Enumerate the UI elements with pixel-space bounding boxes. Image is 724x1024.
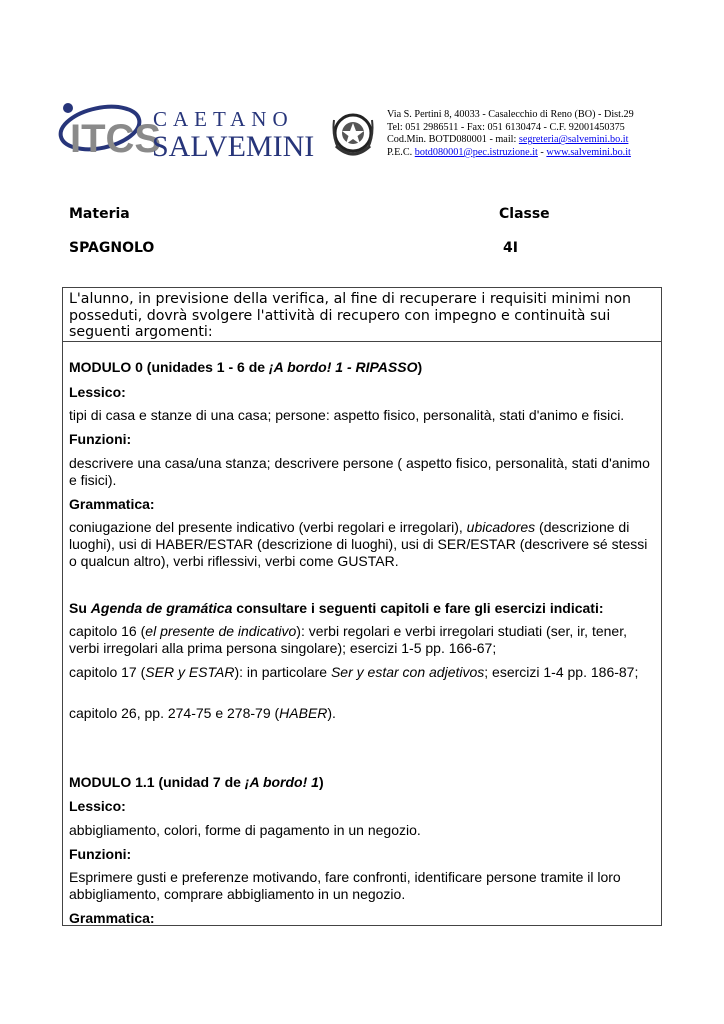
- mail-link[interactable]: segreteria@salvemini.bo.it: [518, 134, 629, 146]
- address-line1: Via S. Pertini 8, 40033 - Casalecchio di Reno (BO) - Dist.29: [387, 109, 634, 120]
- cap26-c: ).: [327, 705, 336, 721]
- republic-emblem-icon: [328, 106, 378, 162]
- cap17-c: ): in particolare: [234, 664, 331, 680]
- address-separator: -: [537, 146, 547, 158]
- modulo0-title: [69, 359, 659, 376]
- cap16-a: capitolo 16 (: [69, 623, 146, 639]
- modulo11-title: [69, 774, 659, 791]
- agenda-cap26: [69, 705, 659, 722]
- pec-link[interactable]: botd080001@pec.istruzione.it: [414, 146, 538, 158]
- gram-text-c: (descrizione di luoghi), usi di HABER/ESTAR (descrizione di luoghi), usi di SER/ESTAR (descrivere sé stessi o qualcun altro), verbi riflessivi, verbi come GUSTAR.: [69, 519, 648, 569]
- modulo11-lessico: abbigliamento, colori, forme di pagamento in un negozio.: [69, 822, 421, 838]
- agenda-cap16: [69, 623, 659, 657]
- modulo0-lessico-label: Lessico:: [69, 384, 126, 400]
- modulo0-grammatica-label: Grammatica:: [69, 496, 155, 512]
- school-logo: [58, 100, 318, 162]
- modulo11-title-a: MODULO 1.1 (unidad 7 de: [69, 774, 245, 790]
- modulo11-funzioni-label: Funzioni:: [69, 846, 132, 862]
- modulo0-title-book: ¡A bordo! 1 - RIPASSO: [268, 359, 418, 375]
- modulo0-grammatica: [69, 519, 659, 570]
- agenda-head-c: consultare i seguenti capitoli e fare gli esercizi indicati:: [232, 600, 604, 616]
- cap16-b: el presente de indicativo: [145, 623, 297, 639]
- address-line3-prefix: Cod.Min. BOTD080001 - mail:: [387, 134, 519, 146]
- cap17-e: ; esercizi 1-4 pp. 186-87;: [484, 664, 639, 680]
- materia-value: SPAGNOLO: [69, 240, 155, 256]
- agenda-heading: [69, 600, 659, 617]
- agenda-head-a: Su: [69, 600, 91, 616]
- classe-label: Classe: [499, 206, 550, 222]
- logo-line1-text: CAETANO: [153, 107, 294, 131]
- modulo0-title-a: MODULO 0 (unidades 1 - 6 de: [69, 359, 269, 375]
- address-line4-prefix: P.E.C.: [387, 146, 415, 158]
- cap26-a: capitolo 26, pp. 274-75 e 278-79 (: [69, 705, 280, 721]
- school-address: [387, 109, 634, 159]
- cap26-b: HABER: [279, 705, 328, 721]
- gram-text-ubicadores: ubicadores: [466, 519, 536, 535]
- logo-line2-text: SALVEMINI: [152, 130, 315, 162]
- agenda-cap17: [69, 664, 659, 681]
- cap17-a: capitolo 17 (: [69, 664, 146, 680]
- cap17-d: Ser y estar con adjetivos: [330, 664, 485, 680]
- address-line3: [387, 134, 634, 147]
- cap17-b: SER y ESTAR: [145, 664, 235, 680]
- modulo0-funzioni-label: Funzioni:: [69, 431, 132, 447]
- gram-text-a: coniugazione del presente indicativo (verbi regolari e irregolari),: [69, 519, 467, 535]
- modulo0-funzioni: descrivere una casa/una stanza; descrivere persone ( aspetto fisico, personalità, stati d'animo e fisici).: [69, 455, 650, 488]
- address-line2: Tel: 051 2986511 - Fax: 051 6130474 - C.F. 92001450375: [387, 121, 625, 133]
- modulo0-lessico: tipi di casa e stanze di una casa; persone: aspetto fisico, personalità, stati d'animo e fisici.: [69, 407, 625, 423]
- cap16-c: ): verbi regolari e verbi irregolari studiati (ser, ir, tener, verbi irregolari alla prima persona singolare); esercizi 1-5 pp. 166-67;: [69, 623, 627, 656]
- modulo11-lessico-label: Lessico:: [69, 798, 126, 814]
- modulo11-title-book: ¡A bordo! 1: [244, 774, 319, 790]
- modulo11-funzioni: Esprimere gusti e preferenze motivando, fare confronti, identificare persone tramite il loro abbigliamento, comprare abbigliamento in un negozio.: [69, 869, 621, 902]
- agenda-head-book: Agenda de gramática: [90, 600, 233, 616]
- modulo11-grammatica-label: Grammatica:: [69, 910, 155, 926]
- website-link[interactable]: www.salvemini.bo.it: [546, 146, 631, 158]
- address-line4: [387, 147, 634, 160]
- modulo11-title-c: ): [318, 774, 324, 790]
- modulo0-title-c: ): [417, 359, 423, 375]
- materia-label: Materia: [69, 206, 130, 222]
- intro-text: L'alunno, in previsione della verifica, al fine di recuperare i requisiti minimi non posseduti, dovrà svolgere l'attività di recupero con impegno e continuità sui seguenti argomenti:: [63, 288, 661, 342]
- logo-itcs-text: ITCS: [70, 117, 162, 161]
- classe-value: 4I: [503, 240, 518, 256]
